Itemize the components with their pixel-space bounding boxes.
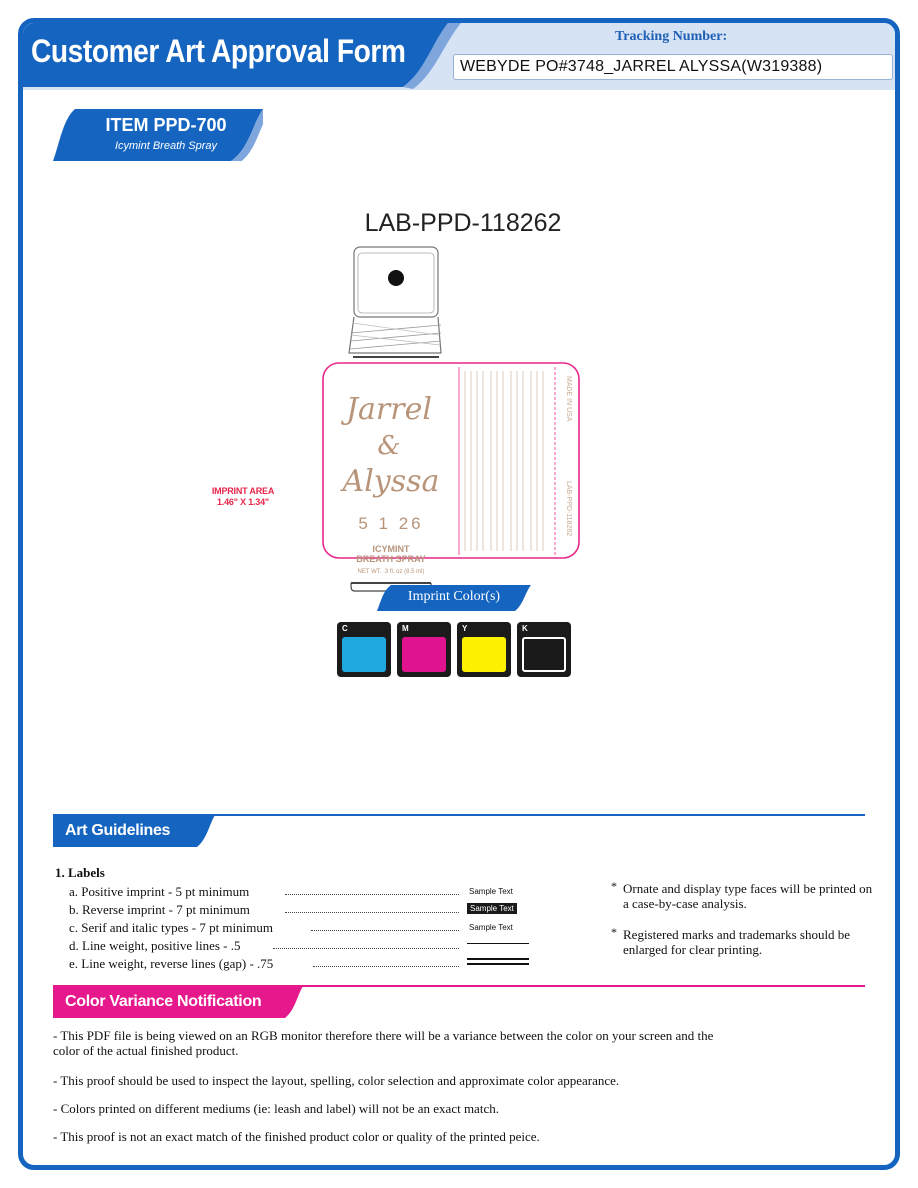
asterisk-icon: * [611,879,617,893]
guideline-row: b. Reverse imprint - 7 pt minimum [69,902,250,917]
lab-number: LAB-PPD-118262 [364,209,562,237]
swatch-letter: Y [462,624,468,633]
reverse-line-sample [467,958,529,965]
swatch-black [517,622,571,677]
note-text: Ornate and display type faces will be printed on a case-by-case analysis. [623,881,873,911]
imprint-colors-label: Imprint Color(s) [407,589,501,604]
swatch-magenta [397,622,451,677]
swatch-letter: M [402,624,409,633]
positive-line-sample [467,943,529,944]
guideline-row: e. Line weight, reverse lines (gap) - .75 [69,956,274,971]
label-product-2: BREATH SPRAY [356,554,426,564]
color-variance-title: Color Variance Notification [65,993,262,1010]
swatch-yellow [457,622,511,677]
leader-dots [273,948,459,949]
imprint-area-note [183,486,303,508]
label-date: 5 1 26 [358,514,424,533]
guideline-row: d. Line weight, positive lines - .5 [69,938,241,953]
imprint-color-swatches [337,622,571,677]
item-code: ITEM PPD-700 [105,115,227,135]
tracking-number-label: Tracking Number: [615,29,728,44]
form-title: Customer Art Approval Form [31,33,406,69]
asterisk-icon: * [611,925,617,939]
spray-cap-drawing [341,245,451,359]
swatch-chip [522,637,566,672]
swatch-chip [342,637,386,672]
tracking-number-field[interactable]: WEBYDE PO#3748_JARREL ALYSSA(W319388) [453,54,893,80]
note-text: Registered marks and trademarks should be enlarged for clear printing. [623,927,851,957]
label-side-code-2: MADE IN USA [565,376,572,422]
leader-dots [285,912,459,913]
swatch-letter: K [522,624,528,633]
variance-line: - This proof is not an exact match of the finished product color or quality of the printed peice. [53,1129,540,1144]
guideline-row: c. Serif and italic types - 7 pt minimum [69,920,273,935]
imprint-area-size: 1.46" X 1.34" [217,497,269,507]
leader-dots [285,894,459,895]
label-ampersand: & [377,431,401,461]
label-net-wt: NET WT. .3 fl. oz (8.5 ml) [357,569,425,575]
guideline-note [611,927,881,957]
art-guidelines-title: Art Guidelines [65,822,171,839]
guideline-note [611,881,881,911]
form-frame [18,18,900,1170]
variance-line: - This PDF file is being viewed on an RGB monitor therefore there will be a variance between the color on your screen and the color of the actual finished product. [53,1028,714,1058]
guideline-row: a. Positive imprint - 5 pt minimum [69,884,250,899]
leader-dots [311,930,459,931]
label-name-2: Alyssa [342,464,440,499]
variance-line: - This proof should be used to inspect the layout, spelling, color selection and approximate color appearance. [53,1073,620,1088]
label-product-1: ICYMINT [372,544,410,554]
label-imprint-area [321,361,583,595]
label-side-code: LAB-PPD-118262 [565,481,572,537]
labels-heading: 1. Labels [55,865,105,880]
leader-dots [313,966,459,967]
sample-positive: Sample Text [469,887,513,896]
label-name-1: Jarrel [346,392,432,427]
swatch-letter: C [342,624,348,633]
sample-reverse: Sample Text [467,903,517,914]
swatch-cyan [337,622,391,677]
variance-line: - Colors printed on different mediums (ie: leash and label) will not be an exact match. [53,1101,499,1116]
swatch-chip [462,637,506,672]
swatch-chip [402,637,446,672]
sample-serif: Sample Text [469,923,513,932]
imprint-area-label: IMPRINT AREA [211,486,275,496]
item-name: Icymint Breath Spray [114,140,218,152]
